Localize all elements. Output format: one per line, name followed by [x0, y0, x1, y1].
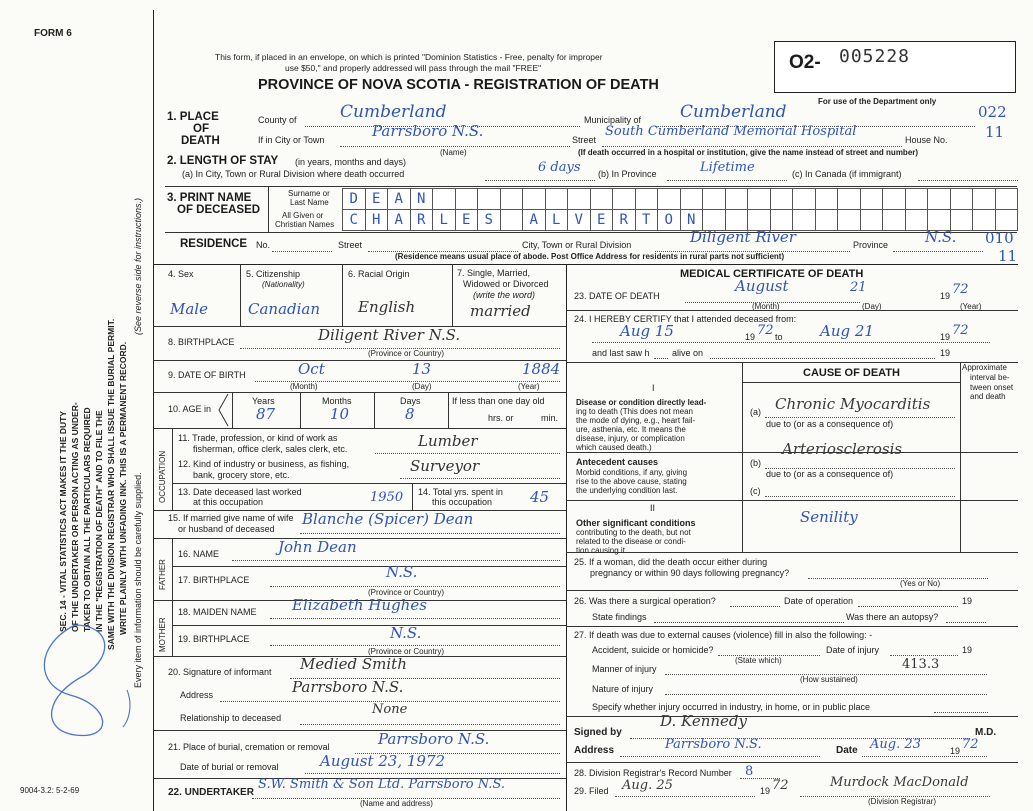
- dod-year-prefix: 19: [940, 291, 951, 301]
- house-code: 11: [985, 123, 1005, 141]
- q26-label: 26. Was there a surgical operation?: [574, 596, 716, 606]
- residence-no-label: No.: [256, 240, 271, 250]
- dod-label: 23. DATE OF DEATH: [574, 291, 660, 301]
- street-label: Street: [572, 135, 597, 145]
- occupation-q14-label-2: this occupation: [432, 497, 493, 507]
- letter-cell: R: [410, 209, 434, 231]
- letter-cell: [455, 188, 479, 210]
- residence-city-value: Diligent River: [690, 228, 796, 246]
- other-label-4: tion causing it.: [576, 546, 628, 555]
- city-value: Parrsboro N.S.: [372, 122, 484, 140]
- occupation-q13-label-1: 13. Date deceased last worked: [178, 487, 302, 497]
- stay-sub-label: (in years, months and days): [295, 157, 407, 167]
- margin-pen-marking: [15, 615, 140, 745]
- immediate-label-5: disease, injury, or complication: [576, 434, 685, 443]
- father-name-value: John Dean: [278, 538, 357, 556]
- side-text-1: SEC. 14 - VITAL STATISTICS ACT MAKES IT THE DUTY: [58, 410, 68, 632]
- alive-year-prefix: 19: [940, 348, 951, 358]
- manner-label: Manner of injury: [592, 664, 657, 674]
- given-label-1: All Given or: [282, 211, 324, 220]
- stay-label: 2. LENGTH OF STAY: [167, 155, 279, 167]
- surname-label-2: Last Name: [290, 198, 329, 207]
- side-text-8: (See reverse side for instructions.): [133, 197, 143, 335]
- spouse-value: Blanche (Spicer) Dean: [302, 510, 474, 528]
- letter-cell: A: [522, 209, 546, 231]
- birthplace-sub: (Province or Country): [368, 349, 445, 358]
- marital-label-1: 7. Single, Married,: [457, 268, 531, 278]
- stay-a-value: 6 days: [538, 160, 581, 175]
- age-label: 10. AGE in: [168, 404, 212, 414]
- immediate-label-4: ure, asthenia, etc. It means the: [576, 425, 686, 434]
- place-death-label: DEATH: [181, 135, 220, 147]
- letter-cell: [747, 188, 771, 210]
- citizenship-value: Canadian: [248, 300, 321, 318]
- occupation-side-label: OCCUPATION: [158, 450, 167, 503]
- letter-cell: E: [590, 209, 614, 231]
- certify-to-label: to: [775, 332, 783, 342]
- undertaker-value: S.W. Smith & Son Ltd. Parrsboro N.S.: [258, 777, 506, 792]
- letter-cell: [500, 209, 524, 231]
- medical-header: MEDICAL CERTIFICATE OF DEATH: [680, 268, 864, 280]
- informant-address-label: Address: [180, 690, 214, 700]
- letter-cell: [927, 188, 951, 210]
- letter-cell: [725, 188, 749, 210]
- q25-label-2: pregnancy or within 90 days following pregnancy?: [590, 568, 790, 578]
- injury-year-prefix: 19: [962, 645, 973, 655]
- dob-day-sub: (Day): [412, 382, 432, 391]
- page-title: PROVINCE OF NOVA SCOTIA - REGISTRATION OF DEATH: [258, 77, 659, 93]
- place-label: 1. PLACE: [167, 111, 219, 123]
- antecedent-label-2: Morbid conditions, if any, giving: [576, 468, 688, 477]
- municipality-code: 022: [978, 103, 1007, 121]
- q29-label: 29. Filed: [574, 786, 609, 796]
- doctor-date-year: 72: [962, 737, 979, 752]
- dob-label: 9. DATE OF BIRTH: [168, 370, 246, 380]
- name-label-2: OF DECEASED: [177, 204, 261, 216]
- letter-cell: [590, 188, 614, 210]
- occupation-q12-value: Surveyor: [410, 457, 480, 475]
- letter-cell: [972, 209, 996, 231]
- doctor-date-value: Aug. 23: [870, 737, 921, 752]
- immediate-label-3: the mode of dying, e.g., heart fail-: [576, 416, 696, 425]
- immediate-label-6: which caused death.): [576, 443, 652, 452]
- certify-from: Aug 15: [620, 322, 674, 340]
- other-label-2: contributing to the death, but not: [576, 528, 691, 537]
- manner-value: 413.3: [902, 657, 940, 672]
- doctor-date-year-prefix: 19: [950, 746, 961, 756]
- reg-prefix: O2-: [789, 52, 821, 73]
- filed-value: Aug. 25: [622, 778, 673, 793]
- autopsy-label: Was there an autopsy?: [846, 612, 939, 622]
- occupation-q12-label-1: 12. Kind of industry or business, as fishing,: [178, 459, 350, 469]
- dod-month: August: [735, 277, 789, 295]
- citizenship-sub: (Nationality): [262, 280, 305, 289]
- occupation-q11-value: Lumber: [418, 432, 478, 450]
- side-text-3: TAKER TO OBTAIN ALL THE PARTICULARS REQUIRED: [82, 407, 92, 632]
- county-label: County of: [258, 115, 297, 125]
- burial-place-value: Parrsboro N.S.: [378, 730, 490, 748]
- cause-b-value: Arteriosclerosis: [782, 440, 903, 458]
- letter-cell: A: [387, 188, 411, 210]
- side-text-4: IN THE "REGISTRATION OF DEATH" AND TO FILE THE: [94, 410, 104, 632]
- doctor-address-label: Address: [574, 745, 615, 756]
- letter-cell: T: [635, 209, 659, 231]
- dob-month: Oct: [298, 360, 325, 378]
- residence-province-label: Province: [853, 240, 889, 250]
- signed-by-value: D. Kennedy: [660, 712, 747, 730]
- undertaker-sub: (Name and address): [360, 799, 433, 808]
- certify-to-year: 72: [952, 323, 969, 338]
- house-label: House No.: [905, 135, 948, 145]
- place-note: (If death occurred in a hospital or institution, give the name instead of street and number): [578, 148, 919, 157]
- burial-date-value: August 23, 1972: [320, 752, 446, 770]
- specify-label: Specify whether injury occurred in industry, in home, or in public place: [592, 702, 870, 712]
- dob-month-sub: (Month): [290, 382, 318, 391]
- interval-label-3: tween onset: [970, 383, 1014, 392]
- md-label: M.D.: [975, 727, 997, 738]
- age-months-label: Months: [322, 396, 352, 406]
- dod-day-sub: (Day): [862, 302, 882, 311]
- burial-date-label: Date of burial or removal: [180, 762, 279, 772]
- certify-label: 24. I HEREBY CERTIFY that I attended deceased from:: [574, 314, 797, 324]
- letter-cell: O: [657, 209, 681, 231]
- other-value: Senility: [800, 508, 858, 526]
- antecedent-label-4: the underlying condition last.: [576, 486, 678, 495]
- municipality-label: Municipality of: [584, 115, 642, 125]
- marital-value: married: [470, 302, 531, 320]
- side-text-7: Every item of information should be carefully supplied.: [133, 472, 143, 688]
- sex-label: 4. Sex: [168, 269, 194, 279]
- dept-use-label: For use of the Department only: [818, 97, 937, 106]
- occupation-q14-label-1: 14. Total yrs. spent in: [418, 487, 503, 497]
- informant-relationship-label: Relationship to deceased: [180, 713, 282, 723]
- letter-cell: R: [612, 209, 636, 231]
- registration-number-box: [774, 41, 1016, 93]
- immediate-label-1: Disease or condition directly lead-: [576, 398, 707, 407]
- letter-cell: [680, 188, 704, 210]
- cause-a-value: Chronic Myocarditis: [775, 395, 931, 413]
- mother-maiden-value: Elizabeth Hughes: [292, 596, 427, 614]
- reg-number: 005228: [839, 46, 911, 67]
- birthplace-label: 8. BIRTHPLACE: [168, 337, 235, 347]
- letter-cell: [635, 188, 659, 210]
- findings-label: State findings: [592, 612, 647, 622]
- cause-header: CAUSE OF DEATH: [803, 367, 900, 379]
- occupation-q11-label-1: 11. Trade, profession, or kind of work as: [178, 433, 338, 443]
- dod-year: 72: [952, 282, 969, 297]
- city-name-sublabel: (Name): [440, 148, 467, 157]
- age-hrs-label: hrs. or: [488, 413, 514, 423]
- letter-cell: E: [455, 209, 479, 231]
- letter-cell: [860, 209, 884, 231]
- stay-b-label: (b) In Province: [598, 169, 657, 179]
- letter-cell: [882, 188, 906, 210]
- age-years-label: Years: [252, 396, 275, 406]
- residence-street-label: Street: [338, 240, 363, 250]
- letter-cell: E: [365, 188, 389, 210]
- letter-cell: L: [432, 209, 456, 231]
- last-saw-label: and last saw h: [592, 348, 650, 358]
- undertaker-label: 22. UNDERTAKER: [168, 787, 254, 798]
- residence-code-2: 11: [998, 247, 1018, 265]
- letter-cell: [815, 188, 839, 210]
- letter-cell: [972, 188, 996, 210]
- letter-cell: D: [342, 188, 366, 210]
- other-label-3: related to the disease or condi-: [576, 537, 686, 546]
- spouse-label-1: 15. If married give name of wife: [168, 513, 294, 523]
- letter-cell: [500, 188, 524, 210]
- form-label: FORM 6: [34, 28, 72, 39]
- accident-state-which: (State which): [735, 656, 782, 665]
- age-years-value: 87: [256, 405, 276, 423]
- place-of-label: OF: [193, 123, 209, 135]
- informant-address-value: Parrsboro N.S.: [292, 678, 404, 696]
- father-birthplace-label: 17. BIRTHPLACE: [178, 575, 250, 585]
- letter-cell: [995, 209, 1019, 231]
- stay-b-value: Lifetime: [700, 160, 755, 175]
- stay-c-label: (c) In Canada (if immigrant): [792, 169, 902, 179]
- mother-maiden-label: 18. MAIDEN NAME: [178, 607, 257, 617]
- cause-a-due-label: due to (or as a consequence of): [766, 419, 894, 429]
- mail-notice-1: This form, if placed in an envelope, on which is printed "Dominion Statistics - Free, penalty for improper: [215, 52, 603, 62]
- certify-to: Aug 21: [820, 322, 874, 340]
- letter-cell: V: [567, 209, 591, 231]
- letter-cell: [432, 188, 456, 210]
- father-name-label: 16. NAME: [178, 549, 220, 559]
- how-sustained: (How sustained): [800, 675, 858, 684]
- letter-cell: L: [545, 209, 569, 231]
- letter-cell: [837, 188, 861, 210]
- dod-year-sub: (Year): [960, 302, 982, 311]
- cause-c-label: (c): [750, 486, 761, 496]
- letter-cell: [860, 188, 884, 210]
- dob-day: 13: [412, 360, 432, 378]
- citizenship-label: 5. Citizenship: [246, 269, 301, 279]
- occupation-q11-label-2: fisherman, office clerk, sales clerk, etc.: [193, 444, 348, 454]
- occupation-q13-value: 1950: [370, 490, 404, 505]
- racial-label: 6. Racial Origin: [348, 269, 410, 279]
- cause-b-due-label: due to (or as a consequence of): [766, 469, 894, 479]
- op-date-label: Date of operation: [784, 596, 854, 606]
- side-text-6: WRITE PLAINLY WITH UNFADING INK. THIS IS A PERMANENT RECORD.: [118, 341, 128, 635]
- letter-cell: [657, 188, 681, 210]
- letter-cell: [477, 188, 501, 210]
- sex-value: Male: [170, 300, 208, 318]
- letter-cell: N: [410, 188, 434, 210]
- occupation-q12-label-2: bank, grocery store, etc.: [193, 470, 290, 480]
- antecedent-label-1: Antecedent causes: [576, 457, 659, 467]
- name-label-1: 3. PRINT NAME: [167, 192, 252, 204]
- age-brace: [216, 393, 230, 427]
- injury-date-label: Date of injury: [826, 645, 880, 655]
- letter-cell: [770, 188, 794, 210]
- certify-from-year: 72: [757, 323, 774, 338]
- side-text-2: OF THE UNDERTAKER OR PERSON ACTING AS UNDER-: [70, 402, 80, 632]
- county-value: Cumberland: [340, 102, 447, 122]
- letter-cell: S: [477, 209, 501, 231]
- certify-from-year-prefix: 19: [745, 332, 756, 342]
- letter-cell: [792, 188, 816, 210]
- registrar-signature: Murdock MacDonald: [830, 775, 969, 790]
- municipality-value: Cumberland: [680, 102, 787, 122]
- age-days-label: Days: [400, 396, 421, 406]
- doctor-date-label: Date: [836, 745, 858, 756]
- informant-sig-value: Medied Smith: [300, 655, 407, 673]
- letter-cell: [837, 209, 861, 231]
- letter-cell: H: [365, 209, 389, 231]
- dob-year: 1884: [522, 360, 561, 378]
- doctor-address-value: Parrsboro N.S.: [665, 737, 762, 752]
- residence-code-1: 010: [985, 229, 1014, 247]
- antecedent-label-3: rise to the above cause, stating: [576, 477, 687, 486]
- accident-label: Accident, suicide or homicide?: [592, 645, 714, 655]
- letter-cell: [702, 188, 726, 210]
- age-min-label: min.: [541, 413, 559, 423]
- cause-a-label: (a): [750, 407, 761, 417]
- age-days-value: 8: [405, 405, 415, 423]
- dod-day: 21: [850, 280, 867, 295]
- op-year-prefix: 19: [962, 596, 973, 606]
- cause-b-label: (b): [750, 458, 761, 468]
- interval-label-2: interval be-: [970, 373, 1010, 382]
- dod-month-sub: (Month): [752, 302, 780, 311]
- q28-value: 8: [745, 764, 754, 779]
- letter-cell: [882, 209, 906, 231]
- residence-city-label: City, Town or Rural Division: [522, 240, 632, 250]
- street-value: South Cumberland Memorial Hospital: [605, 124, 857, 139]
- mother-birthplace-value: N.S.: [390, 624, 422, 642]
- age-less-label: If less than one day old: [452, 396, 545, 406]
- spouse-label-2: or husband of deceased: [178, 524, 275, 534]
- occupation-q13-label-2: at this occupation: [193, 497, 264, 507]
- informant-sig-label: 20. Signature of informant: [168, 667, 272, 677]
- part-one-label: I: [652, 383, 655, 393]
- q28-label: 28. Division Registrar's Record Number: [574, 768, 732, 778]
- occupation-q14-value: 45: [530, 488, 550, 506]
- city-label: If in City or Town: [258, 135, 325, 145]
- letter-cell: [612, 188, 636, 210]
- letter-cell: [567, 188, 591, 210]
- given-label-2: Christian Names: [275, 220, 335, 229]
- nature-label: Nature of injury: [592, 684, 654, 694]
- father-birthplace-value: N.S.: [386, 563, 418, 581]
- q25-label-1: 25. If a woman, did the death occur either during: [574, 557, 768, 567]
- mother-side-label: MOTHER: [158, 617, 167, 652]
- letter-cell: [545, 188, 569, 210]
- interval-label-1: Approximate: [962, 363, 1007, 372]
- residence-province-value: N.S.: [925, 228, 957, 246]
- letter-cell: [995, 188, 1019, 210]
- letter-cell: N: [680, 209, 704, 231]
- immediate-label-2: ing to death (This does not mean: [576, 407, 693, 416]
- birthplace-value: Diligent River N.S.: [318, 326, 461, 344]
- burial-place-label: 21. Place of burial, cremation or removal: [168, 742, 330, 752]
- other-label-1: Other significant conditions: [576, 518, 696, 528]
- marital-label-2: Widowed or Divorced: [463, 279, 549, 289]
- q27-label: 27. If death was due to external causes (violence) fill in also the following: -: [574, 630, 873, 640]
- filed-year: 72: [772, 778, 789, 793]
- side-text-5: SAME WITH THE DIVISION REGISTRAR WHO SHALL ISSUE THE BURIAL PERMIT.: [106, 318, 116, 650]
- interval-label-4: and death: [970, 392, 1006, 401]
- letter-cell: [950, 188, 974, 210]
- dob-year-sub: (Year): [518, 382, 540, 391]
- mother-birthplace-label: 19. BIRTHPLACE: [178, 634, 250, 644]
- q25-yes-no: (Yes or No): [900, 579, 941, 588]
- marital-label-3: (write the word): [473, 290, 536, 300]
- informant-relationship-value: None: [372, 702, 408, 717]
- registrar-label: (Division Registrar): [868, 797, 937, 806]
- father-birthplace-sub: (Province or Country): [368, 588, 445, 597]
- surname-label-1: Surname or: [288, 189, 330, 198]
- residence-note: (Residence means usual place of abode. Post Office Address for residents in rural parts not sufficient): [395, 252, 785, 261]
- certify-to-year-prefix: 19: [940, 332, 951, 342]
- residence-label: RESIDENCE: [180, 238, 248, 250]
- letter-cell: [815, 209, 839, 231]
- mother-birthplace-sub: (Province or Country): [368, 647, 445, 656]
- part-two-label: II: [650, 503, 656, 513]
- stay-a-label: (a) In City, Town or Rural Division where death occurred: [182, 169, 405, 179]
- letter-cell: [522, 188, 546, 210]
- age-months-value: 10: [330, 405, 350, 423]
- letter-cell: A: [387, 209, 411, 231]
- filed-year-prefix: 19: [760, 786, 771, 796]
- mail-notice-2: use $50," and properly addressed will pass through the mail "FREE": [285, 63, 542, 73]
- father-side-label: FATHER: [158, 559, 167, 590]
- alive-on-label: alive on: [672, 348, 704, 358]
- signed-by-label: Signed by: [574, 727, 622, 738]
- letter-cell: [905, 188, 929, 210]
- letter-cell: C: [342, 209, 366, 231]
- printer-code: 9004-3.2: 5-2-69: [20, 786, 80, 795]
- racial-value: English: [358, 298, 416, 316]
